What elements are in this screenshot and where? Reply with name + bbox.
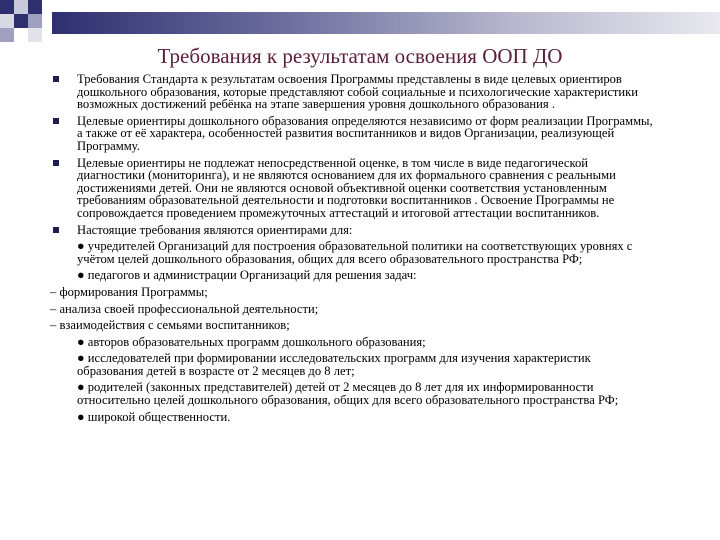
dash-item: – формирования Программы; [50,284,208,299]
sub-item: ● широкой общественности. [77,409,231,424]
sub-item: ● родителей (законных представителей) детей от 2 месяцев до 8 лет для их информированности относительно целей дошкольного образования, общих для всего образовательного пространства РФ; [77,380,619,408]
square-bullet-icon [53,118,59,124]
sub-item: ● учредителей Организаций для построения образовательной политики на соответствующих уровнях с учётом целей дошкольного образования, общих для всего образовательного пространства РФ; [77,239,633,266]
deco-square [0,0,14,14]
deco-square [0,14,14,28]
bullet-item [0,73,720,111]
deco-square [28,28,42,42]
deco-square [28,0,42,14]
bullet-text: Требования Стандарта к результатам освоения Программы представлены в виде целевых ориентиров дошкольного образования, которые представляют собой социальные и психологические характеристики возможных достижений ребёнка на этапе завершения уровня дошкольного образования . [77,72,639,112]
page-title: Требования к результатам освоения ООП ДО [157,44,563,68]
dash-item: – анализа своей профессиональной деятельности; [50,301,319,316]
deco-square [28,14,42,28]
bullet-text: Настоящие требования являются ориентирами для: [77,222,353,237]
square-bullet-icon [53,227,59,233]
bullet-item [0,157,720,220]
bullet-text: Целевые ориентиры дошкольного образования определяются независимо от форм реализации Программы, а также от её характера, особенностей развития воспитанников и видов Организации, реализующей Программу. [77,113,653,153]
square-bullet-icon [53,76,59,82]
deco-square [14,14,28,28]
sub-item: ● авторов образовательных программ дошкольного образования; [77,334,426,349]
header-gradient-bar [52,12,720,34]
content-body [0,73,720,427]
square-bullet-icon [53,160,59,166]
sub-item: ● педагогов и администрации Организаций для решения задач: [77,268,417,283]
bullet-item [0,224,720,237]
deco-square [0,28,14,42]
bullet-text: Целевые ориентиры не подлежат непосредственной оценке, в том числе в виде педагогической диагностики (мониторинга), и не являются основанием для их формального сравнения с реальными достижениями детей. Они не являются основой объективной оценки соответствия установленным требованиям образовательной деятельности и подготовки воспитанников . Освоение Программы не сопровождается проведением промежуточных аттестаций и итоговой аттестации воспитанников. [77,155,616,220]
deco-square [14,0,28,14]
bullet-item [0,115,720,153]
dash-item: – взаимодействия с семьями воспитанников; [50,318,290,333]
sub-item: ● исследователей при формировании исследовательских программ для изучения характеристик образования детей в возрасте от 2 месяцев до 8 лет; [77,351,591,378]
